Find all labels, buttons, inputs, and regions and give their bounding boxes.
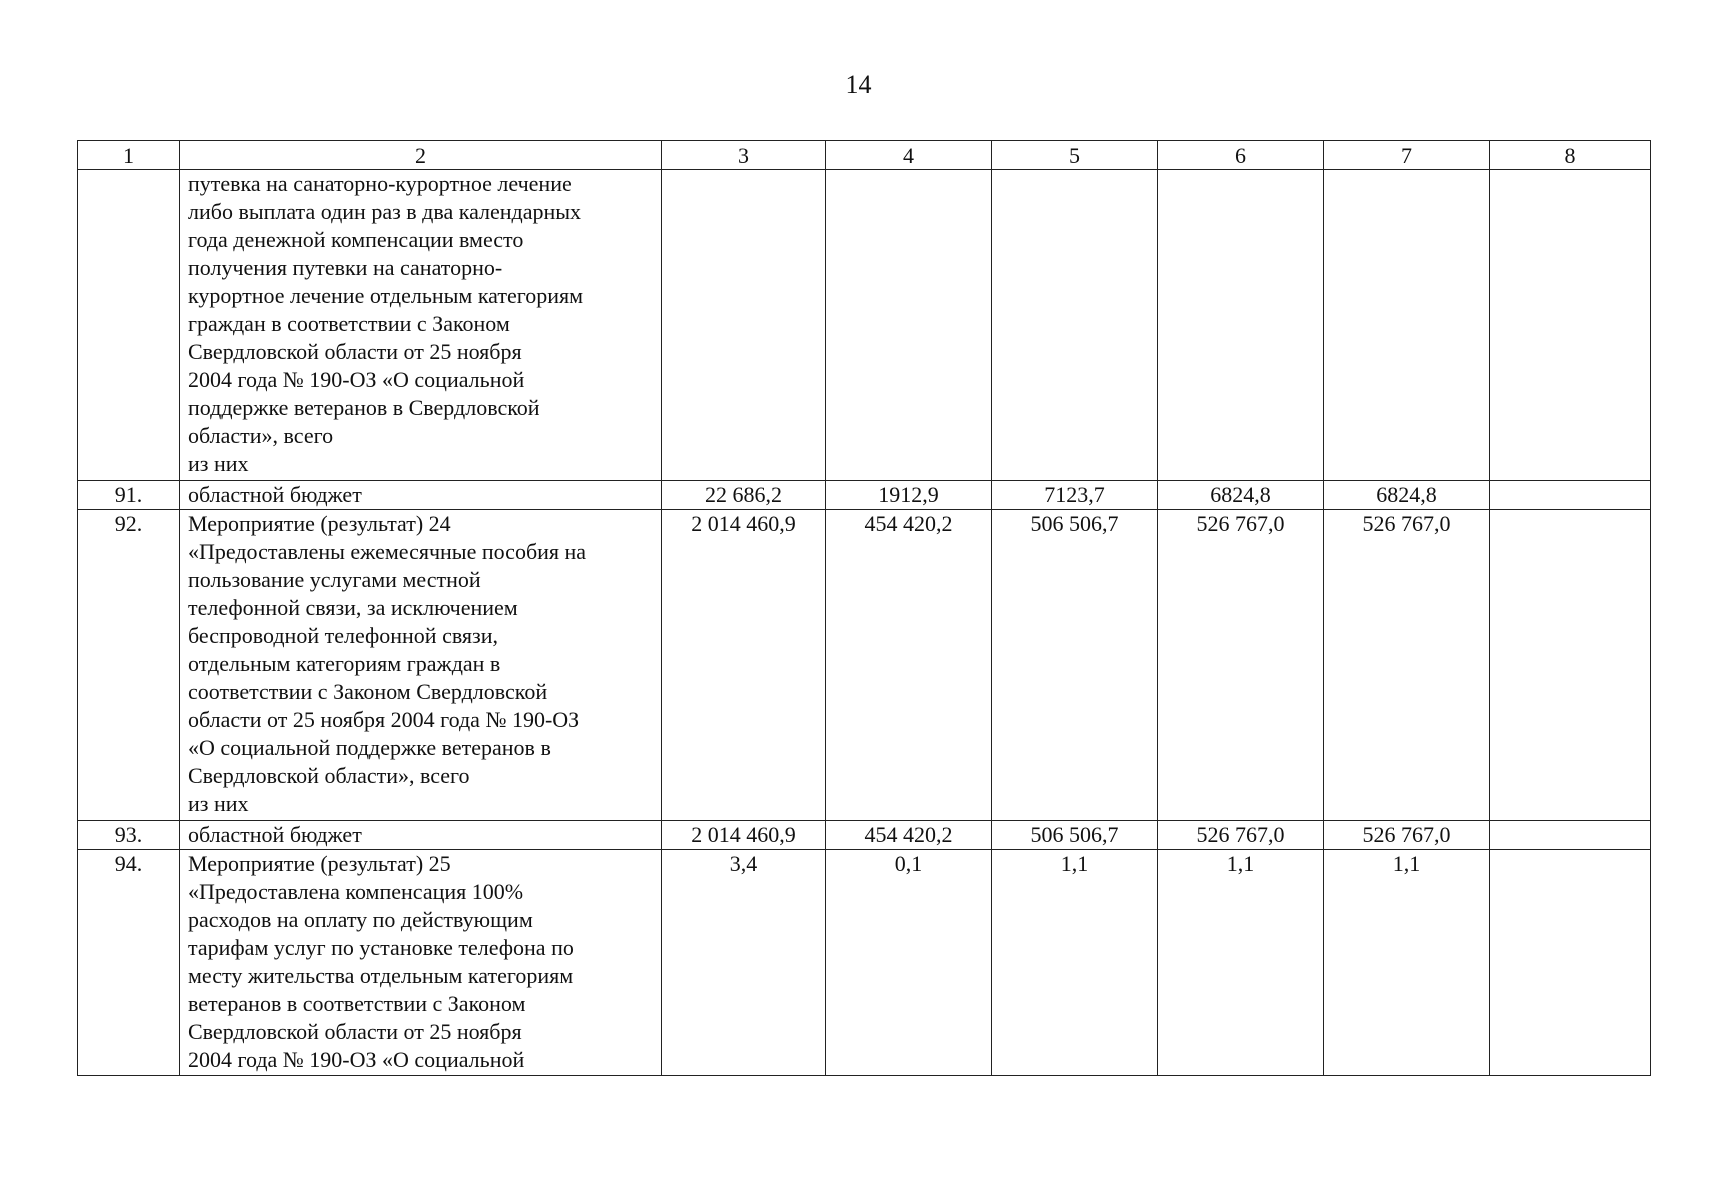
column-header: 4 (826, 141, 992, 170)
row-number: 92. (78, 510, 180, 821)
value-cell: 506 506,7 (992, 510, 1158, 821)
value-cell: 454 420,2 (826, 821, 992, 850)
value-cell: 526 767,0 (1324, 821, 1490, 850)
value-cell: 526 767,0 (1158, 821, 1324, 850)
value-cell: 526 767,0 (1324, 510, 1490, 821)
value-cell: 3,4 (662, 850, 826, 1076)
value-cell (1324, 170, 1490, 481)
table-row (78, 821, 1651, 850)
row-description: Мероприятие (результат) 24 «Предоставлены ежемесячные пособия на пользование услугами местной телефонной связи, за исключением беспроводной телефонной связи, отдельным категориям граждан в соответствии с Законом Свердловской области от 25 ноября 2004 года № 190-ОЗ «О социальной поддержке ветеранов в Свердловской области», всего из них (180, 510, 662, 821)
value-cell (1490, 850, 1651, 1076)
row-number: 93. (78, 821, 180, 850)
value-cell (1490, 510, 1651, 821)
value-cell (662, 170, 826, 481)
table-row (78, 481, 1651, 510)
value-cell (992, 170, 1158, 481)
header-row (78, 141, 1651, 170)
value-cell: 506 506,7 (992, 821, 1158, 850)
row-description: путевка на санаторно-курортное лечение либо выплата один раз в два календарных года денежной компенсации вместо получения путевки на санаторно- курортное лечение отдельным категориям граждан в соответствии с Законом Свердловской области от 25 ноября 2004 года № 190-ОЗ «О социальной поддержке ветеранов в Свердловской области», всего из них (180, 170, 662, 481)
column-header: 7 (1324, 141, 1490, 170)
column-header: 3 (662, 141, 826, 170)
value-cell: 0,1 (826, 850, 992, 1076)
value-cell (1158, 170, 1324, 481)
row-description: Мероприятие (результат) 25 «Предоставлена компенсация 100% расходов на оплату по действующим тарифам услуг по установке телефона по месту жительства отдельным категориям ветеранов в соответствии с Законом Свердловской области от 25 ноября 2004 года № 190-ОЗ «О социальной (180, 850, 662, 1076)
value-cell: 454 420,2 (826, 510, 992, 821)
column-header: 8 (1490, 141, 1651, 170)
value-cell: 2 014 460,9 (662, 821, 826, 850)
column-header: 5 (992, 141, 1158, 170)
row-number (78, 170, 180, 481)
budget-table (77, 140, 1651, 1076)
value-cell (1490, 821, 1651, 850)
row-description: областной бюджет (180, 821, 662, 850)
column-header: 2 (180, 141, 662, 170)
value-cell: 1,1 (1324, 850, 1490, 1076)
value-cell: 1,1 (1158, 850, 1324, 1076)
table-row (78, 510, 1651, 821)
table-row (78, 170, 1651, 481)
value-cell: 2 014 460,9 (662, 510, 826, 821)
value-cell (826, 170, 992, 481)
value-cell: 1,1 (992, 850, 1158, 1076)
value-cell: 1912,9 (826, 481, 992, 510)
row-number: 91. (78, 481, 180, 510)
table-row (78, 850, 1651, 1076)
value-cell: 7123,7 (992, 481, 1158, 510)
value-cell (1490, 481, 1651, 510)
value-cell: 526 767,0 (1158, 510, 1324, 821)
value-cell (1490, 170, 1651, 481)
row-description: областной бюджет (180, 481, 662, 510)
column-header: 1 (78, 141, 180, 170)
page-number: 14 (845, 70, 872, 99)
row-number: 94. (78, 850, 180, 1076)
column-header: 6 (1158, 141, 1324, 170)
value-cell: 22 686,2 (662, 481, 826, 510)
value-cell: 6824,8 (1158, 481, 1324, 510)
value-cell: 6824,8 (1324, 481, 1490, 510)
